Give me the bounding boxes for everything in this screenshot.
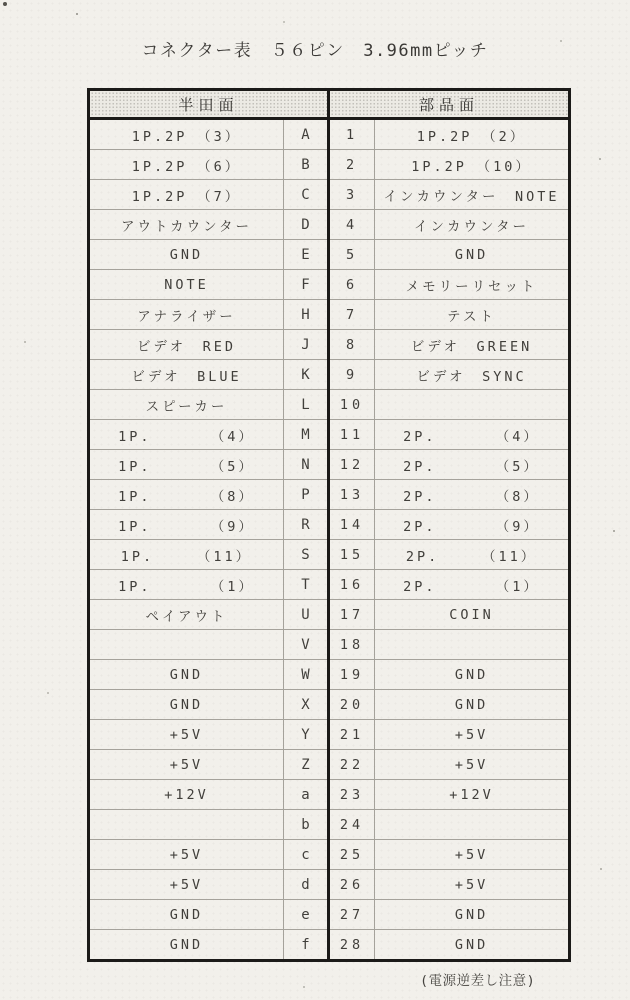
solder-side-cell xyxy=(89,630,284,660)
solder-side-cell: GND xyxy=(89,690,284,720)
pin-number-cell: 11 xyxy=(329,420,375,450)
header-solder-side: 半田面 xyxy=(89,90,329,119)
component-side-cell: COIN xyxy=(375,600,570,630)
table-row xyxy=(89,510,570,540)
component-side-cell: 2P. （1） xyxy=(375,570,570,600)
component-side-cell: GND xyxy=(375,240,570,270)
pin-number-cell: 12 xyxy=(329,450,375,480)
solder-side-cell: +5V xyxy=(89,750,284,780)
component-side-cell: +5V xyxy=(375,870,570,900)
connector-pinout-table xyxy=(87,88,571,962)
solder-side-cell: +5V xyxy=(89,720,284,750)
solder-side-cell: 1P. （1） xyxy=(89,570,284,600)
scan-noise xyxy=(0,0,2,2)
pin-letter-cell: S xyxy=(284,540,329,570)
pin-letter-cell: Y xyxy=(284,720,329,750)
table-row xyxy=(89,750,570,780)
pin-number-cell: 5 xyxy=(329,240,375,270)
pin-letter-cell: d xyxy=(284,870,329,900)
pin-letter-cell: R xyxy=(284,510,329,540)
pin-number-cell: 23 xyxy=(329,780,375,810)
solder-side-cell: +5V xyxy=(89,870,284,900)
table-row xyxy=(89,210,570,240)
component-side-cell xyxy=(375,390,570,420)
table-row xyxy=(89,780,570,810)
pin-letter-cell: M xyxy=(284,420,329,450)
pin-number-cell: 2 xyxy=(329,150,375,180)
pin-number-cell: 17 xyxy=(329,600,375,630)
table-row xyxy=(89,600,570,630)
table-row xyxy=(89,119,570,150)
component-side-cell: ビデオ GREEN xyxy=(375,330,570,360)
pin-number-cell: 6 xyxy=(329,270,375,300)
component-side-cell xyxy=(375,630,570,660)
table-row xyxy=(89,540,570,570)
component-side-cell: インカウンター xyxy=(375,210,570,240)
pin-letter-cell: E xyxy=(284,240,329,270)
pin-letter-cell: c xyxy=(284,840,329,870)
solder-side-cell: 1P. （8） xyxy=(89,480,284,510)
solder-side-cell: 1P. （5） xyxy=(89,450,284,480)
table-row xyxy=(89,630,570,660)
pin-number-cell: 16 xyxy=(329,570,375,600)
component-side-cell: +5V xyxy=(375,840,570,870)
pin-letter-cell: W xyxy=(284,660,329,690)
table-row xyxy=(89,570,570,600)
component-side-cell: +12V xyxy=(375,780,570,810)
header-component-side: 部品面 xyxy=(329,90,570,119)
solder-side-cell: ペイアウト xyxy=(89,600,284,630)
pin-number-cell: 13 xyxy=(329,480,375,510)
table-row xyxy=(89,150,570,180)
component-side-cell xyxy=(375,810,570,840)
pin-letter-cell: X xyxy=(284,690,329,720)
solder-side-cell: NOTE xyxy=(89,270,284,300)
table-row xyxy=(89,720,570,750)
pin-letter-cell: A xyxy=(284,119,329,150)
pin-number-cell: 10 xyxy=(329,390,375,420)
pin-letter-cell: Z xyxy=(284,750,329,780)
table-row xyxy=(89,390,570,420)
pin-letter-cell: B xyxy=(284,150,329,180)
solder-side-cell: 1P.2P （3） xyxy=(89,119,284,150)
solder-side-cell: +5V xyxy=(89,840,284,870)
table-row xyxy=(89,450,570,480)
pin-number-cell: 19 xyxy=(329,660,375,690)
pin-number-cell: 3 xyxy=(329,180,375,210)
component-side-cell: テスト xyxy=(375,300,570,330)
component-side-cell: GND xyxy=(375,900,570,930)
table-row xyxy=(89,840,570,870)
pin-number-cell: 7 xyxy=(329,300,375,330)
component-side-cell: 2P. （9） xyxy=(375,510,570,540)
table-row xyxy=(89,930,570,961)
component-side-cell: GND xyxy=(375,930,570,961)
pin-letter-cell: F xyxy=(284,270,329,300)
component-side-cell: 2P. （4） xyxy=(375,420,570,450)
component-side-cell: 2P. （5） xyxy=(375,450,570,480)
pin-number-cell: 1 xyxy=(329,119,375,150)
solder-side-cell: ビデオ BLUE xyxy=(89,360,284,390)
solder-side-cell: 1P.2P （6） xyxy=(89,150,284,180)
pin-letter-cell: J xyxy=(284,330,329,360)
pin-letter-cell: N xyxy=(284,450,329,480)
component-side-cell: 1P.2P （10） xyxy=(375,150,570,180)
solder-side-cell xyxy=(89,810,284,840)
component-side-cell: 2P. （8） xyxy=(375,480,570,510)
solder-side-cell: GND xyxy=(89,660,284,690)
table-row xyxy=(89,300,570,330)
pin-letter-cell: b xyxy=(284,810,329,840)
component-side-cell: +5V xyxy=(375,750,570,780)
pin-number-cell: 9 xyxy=(329,360,375,390)
solder-side-cell: ビデオ RED xyxy=(89,330,284,360)
page-title: コネクター表 ５６ピン 3.96mmピッチ xyxy=(141,41,489,61)
solder-side-cell: 1P. （11） xyxy=(89,540,284,570)
component-side-cell: ビデオ SYNC xyxy=(375,360,570,390)
pin-letter-cell: f xyxy=(284,930,329,961)
table-header-row xyxy=(89,90,570,119)
footer-note: (電源逆差し注意) xyxy=(420,973,536,989)
table-row xyxy=(89,270,570,300)
pin-number-cell: 20 xyxy=(329,690,375,720)
table-row xyxy=(89,660,570,690)
table-header xyxy=(89,90,570,119)
pin-letter-cell: P xyxy=(284,480,329,510)
table-row xyxy=(89,480,570,510)
solder-side-cell: +12V xyxy=(89,780,284,810)
solder-side-cell: アナライザー xyxy=(89,300,284,330)
pin-number-cell: 25 xyxy=(329,840,375,870)
component-side-cell: 2P. （11） xyxy=(375,540,570,570)
table-row xyxy=(89,240,570,270)
table-row xyxy=(89,420,570,450)
pin-number-cell: 22 xyxy=(329,750,375,780)
pin-number-cell: 15 xyxy=(329,540,375,570)
table-row xyxy=(89,870,570,900)
table-body xyxy=(89,119,570,961)
pin-number-cell: 26 xyxy=(329,870,375,900)
pin-letter-cell: D xyxy=(284,210,329,240)
pin-letter-cell: a xyxy=(284,780,329,810)
component-side-cell: GND xyxy=(375,660,570,690)
pin-letter-cell: L xyxy=(284,390,329,420)
solder-side-cell: アウトカウンター xyxy=(89,210,284,240)
pin-letter-cell: K xyxy=(284,360,329,390)
pin-number-cell: 21 xyxy=(329,720,375,750)
component-side-cell: +5V xyxy=(375,720,570,750)
pin-letter-cell: U xyxy=(284,600,329,630)
pin-number-cell: 24 xyxy=(329,810,375,840)
pin-letter-cell: H xyxy=(284,300,329,330)
solder-side-cell: スピーカー xyxy=(89,390,284,420)
pin-letter-cell: T xyxy=(284,570,329,600)
table-row xyxy=(89,810,570,840)
pin-letter-cell: C xyxy=(284,180,329,210)
table-row xyxy=(89,360,570,390)
pin-number-cell: 4 xyxy=(329,210,375,240)
pin-number-cell: 8 xyxy=(329,330,375,360)
solder-side-cell: 1P. （9） xyxy=(89,510,284,540)
solder-side-cell: 1P. （4） xyxy=(89,420,284,450)
component-side-cell: GND xyxy=(375,690,570,720)
pin-number-cell: 27 xyxy=(329,900,375,930)
pin-letter-cell: V xyxy=(284,630,329,660)
table-row xyxy=(89,900,570,930)
component-side-cell: インカウンター NOTE xyxy=(375,180,570,210)
pin-number-cell: 14 xyxy=(329,510,375,540)
table-row xyxy=(89,180,570,210)
component-side-cell: 1P.2P （2） xyxy=(375,119,570,150)
solder-side-cell: GND xyxy=(89,900,284,930)
table-row xyxy=(89,690,570,720)
pin-number-cell: 18 xyxy=(329,630,375,660)
pin-letter-cell: e xyxy=(284,900,329,930)
table-row xyxy=(89,330,570,360)
solder-side-cell: GND xyxy=(89,930,284,961)
pin-number-cell: 28 xyxy=(329,930,375,961)
solder-side-cell: GND xyxy=(89,240,284,270)
solder-side-cell: 1P.2P （7） xyxy=(89,180,284,210)
component-side-cell: メモリーリセット xyxy=(375,270,570,300)
